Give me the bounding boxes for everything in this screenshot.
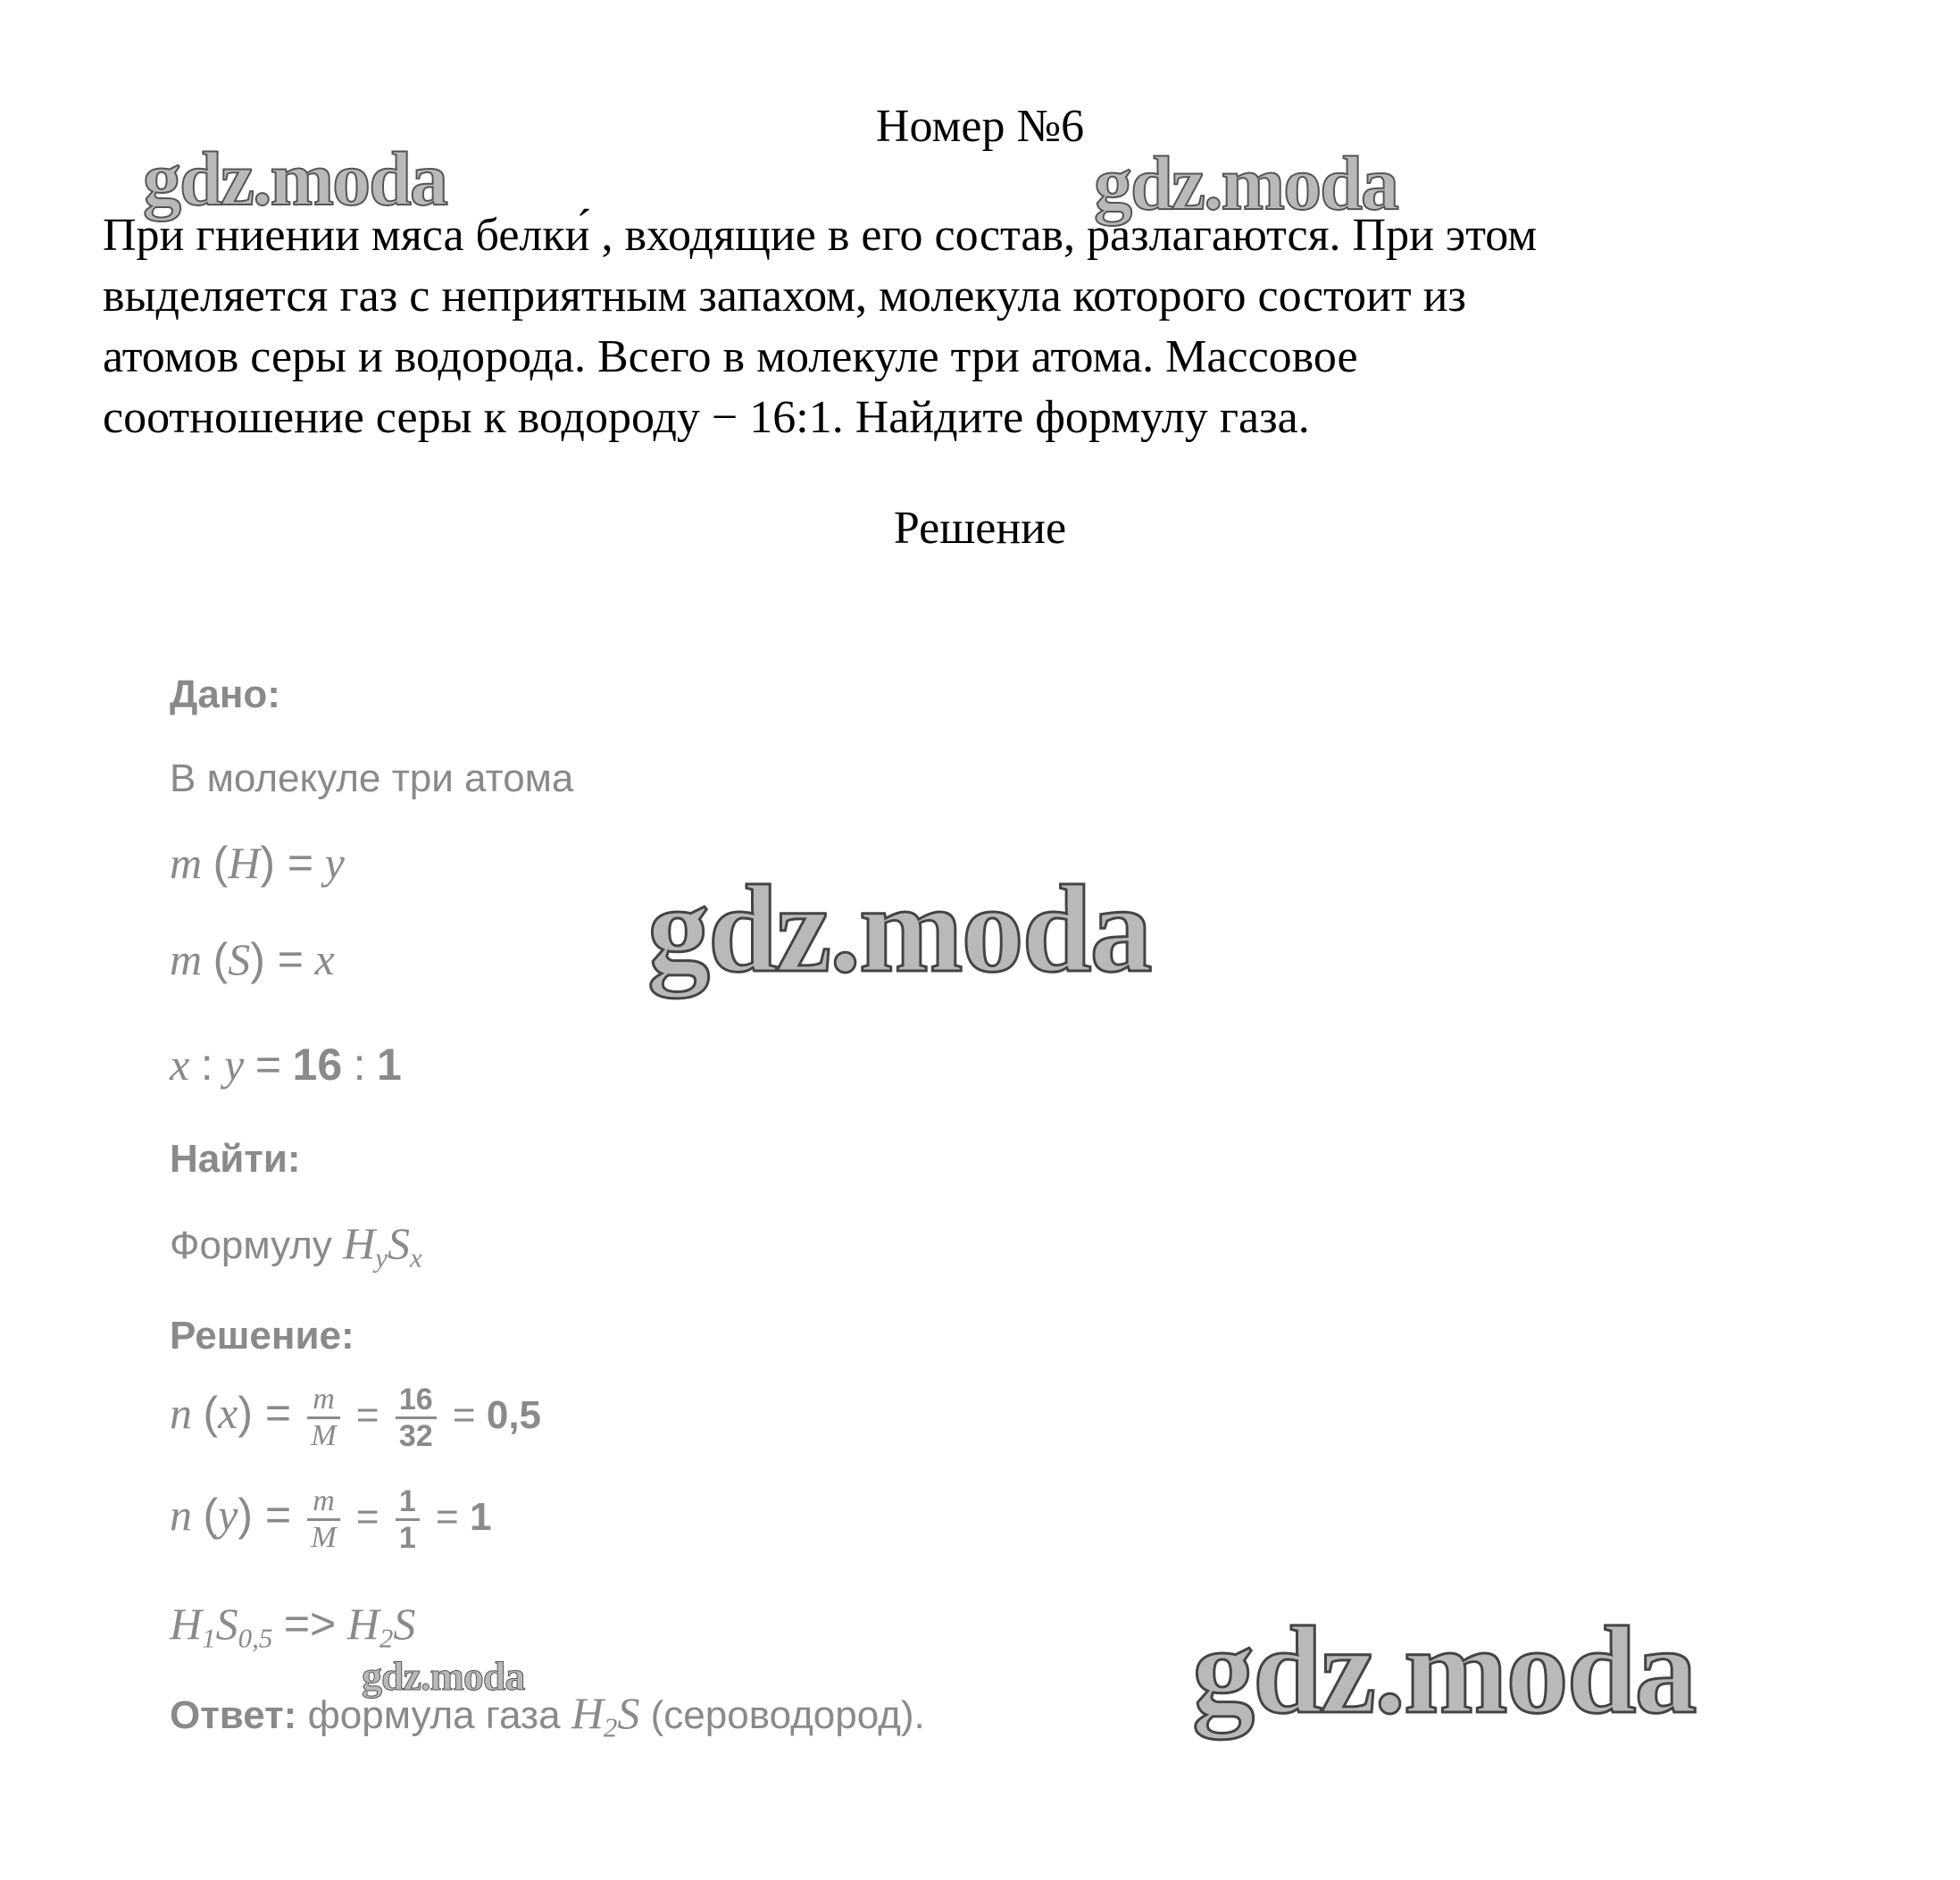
find-label: Найти: bbox=[170, 1137, 301, 1181]
calc-n-x: n (x) = $\frac{m}{M}$ = $\frac{16}{32}$ = 0,5 bbox=[170, 1383, 542, 1453]
fraction-m-over-M: $\frac{m}{M}$ bbox=[307, 1383, 339, 1453]
problem-line: соотношение серы к водороду − 16:1. Найдите формулу газа. bbox=[103, 392, 1310, 443]
given-mass-h: m (H) = y bbox=[170, 838, 345, 888]
problem-line: При гниении мяса белки́ , входящие в его состав, разлагаются. При этом bbox=[103, 210, 1538, 261]
ratio-left: 16 bbox=[292, 1040, 343, 1090]
given-mass-s: m (S) = x bbox=[170, 934, 335, 984]
given-label: Дано: bbox=[170, 673, 280, 716]
problem-line: атомов серы и водорода. Всего в молекуле три атома. Массовое bbox=[103, 331, 1358, 382]
problem-statement bbox=[103, 205, 1880, 448]
value-n-y: 1 bbox=[469, 1495, 492, 1540]
watermark: gdz.moda bbox=[647, 860, 1151, 998]
value-n-x: 0,5 bbox=[486, 1393, 542, 1438]
find-line: Формулу $H_yS_x$ bbox=[170, 1218, 422, 1274]
answer-line: Ответ: формула газа $H_2S$ (сероводород). bbox=[170, 1688, 925, 1743]
answer-note: (сероводород). bbox=[650, 1693, 925, 1737]
watermark: gdz.moda bbox=[1192, 1601, 1696, 1740]
solution-heading: Решение bbox=[893, 503, 1067, 554]
formula-derivation: $H_1S_{0,5} => H_2S$ bbox=[170, 1599, 416, 1654]
fraction-16-over-32: $\frac{16}{32}$ bbox=[396, 1383, 437, 1453]
given-ratio: x : y = 16 : 1 bbox=[170, 1040, 402, 1090]
answer-text: формула газа bbox=[307, 1693, 561, 1737]
answer-label: Ответ: bbox=[170, 1693, 297, 1737]
fraction-1-over-1: $\frac{1}{1}$ bbox=[396, 1484, 420, 1555]
ratio-right: 1 bbox=[377, 1040, 402, 1090]
solution-label: Решение: bbox=[170, 1314, 354, 1358]
page-title: Номер №6 bbox=[875, 101, 1085, 152]
watermark: gdz.moda bbox=[143, 136, 446, 221]
watermark: gdz.moda bbox=[1094, 140, 1397, 226]
calc-n-y: n (y) = $\frac{m}{M}$ = $\frac{1}{1}$ = 1 bbox=[170, 1484, 492, 1555]
problem-line: выделяется газ с неприятным запахом, молекула которого состоит из bbox=[103, 271, 1466, 322]
watermark: gdz.moda bbox=[362, 1653, 525, 1699]
given-text: В молекуле три атома bbox=[170, 756, 574, 800]
fraction-m-over-M: $\frac{m}{M}$ bbox=[307, 1484, 339, 1555]
find-text: Формулу bbox=[170, 1224, 332, 1267]
